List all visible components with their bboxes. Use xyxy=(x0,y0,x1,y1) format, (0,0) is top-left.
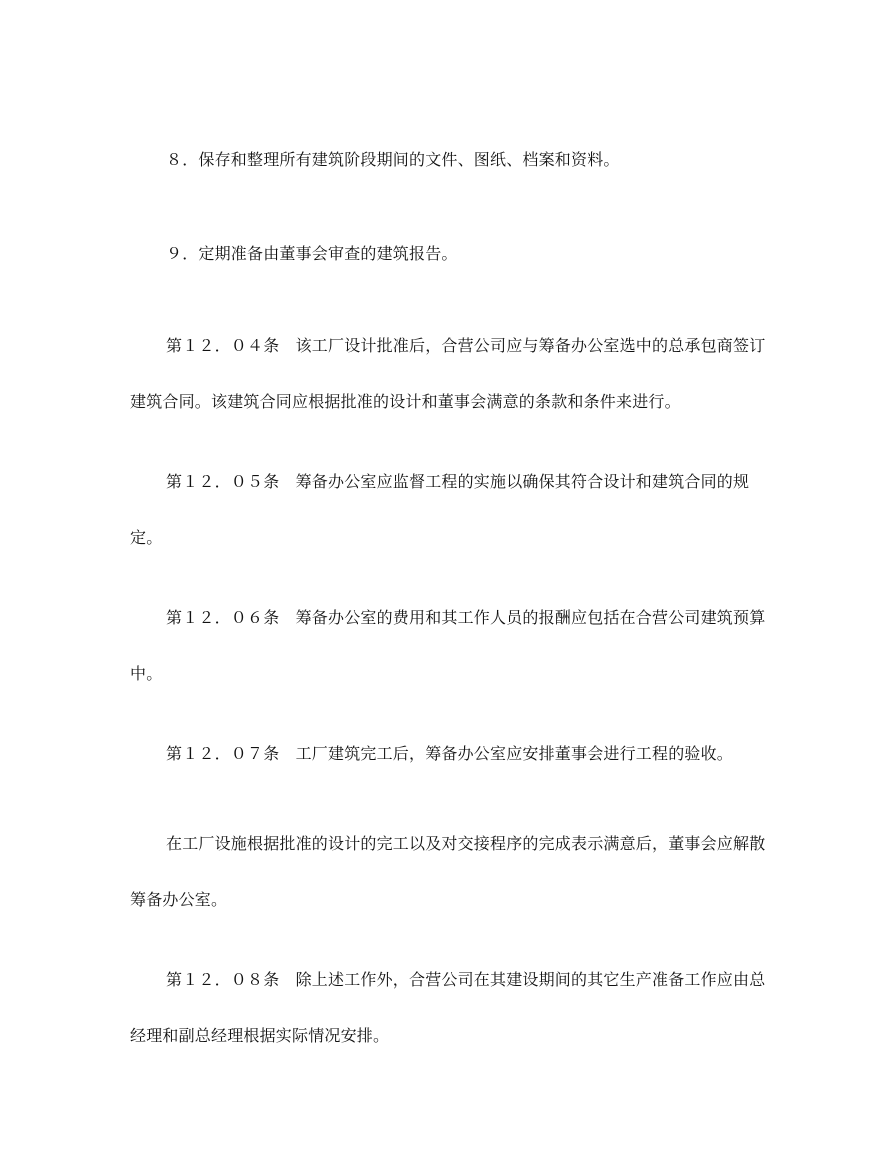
paragraph-article-12-07: 第１２．０７条 工厂建筑完工后，筹备办公室应安排董事会进行工程的验收。 xyxy=(166,744,734,763)
paragraph-article-12-05: 第１２．０５条 筹备办公室应监督工程的实施以确保其符合设计和建筑合同的规定。 xyxy=(130,472,750,547)
paragraph-article-12-08: 第１２．０８条 除上述工作外，合营公司在其建设期间的其它生产准备工作应由总经理和副总经理根据实际情况安排。 xyxy=(130,970,766,1045)
paragraph-item-8: ８．保存和整理所有建筑阶段期间的文件、图纸、档案和资料。 xyxy=(166,150,620,169)
paragraph-dissolution: 在工厂设施根据批准的设计的完工以及对交接程序的完成表示满意后，董事会应解散筹备办公室。 xyxy=(130,834,766,909)
paragraph-item-9: ９．定期准备由董事会审查的建筑报告。 xyxy=(166,244,458,263)
paragraph-article-12-04: 第１２．０４条 该工厂设计批准后，合营公司应与筹备办公室选中的总承包商签订建筑合同。该建筑合同应根据批准的设计和董事会满意的条款和条件来进行。 xyxy=(130,336,766,411)
paragraph-article-12-06: 第１２．０６条 筹备办公室的费用和其工作人员的报酬应包括在合营公司建筑预算中。 xyxy=(130,608,766,683)
